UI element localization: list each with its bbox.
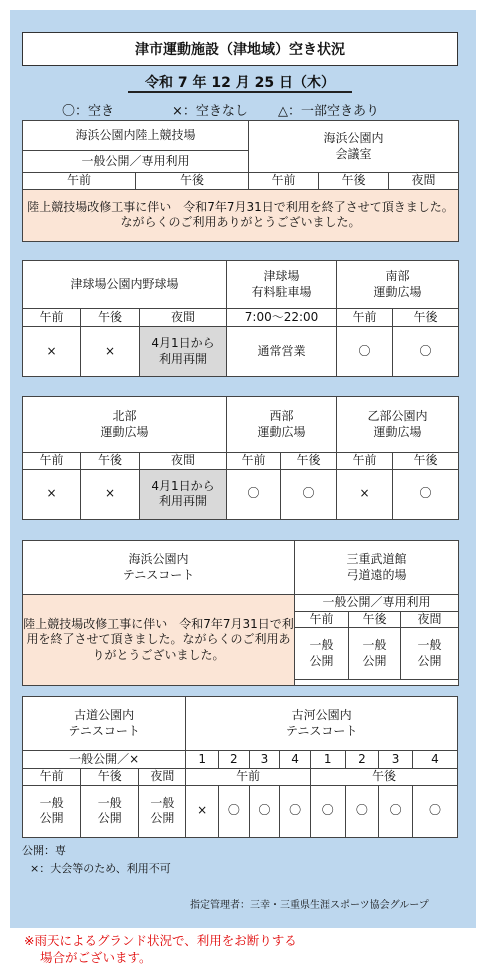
court-number: 3 xyxy=(249,751,280,769)
period-header: 午後 xyxy=(281,453,337,470)
facility-tsu-parking: 津球場 有料駐車場 xyxy=(227,261,337,309)
status-cell: 〇 xyxy=(281,469,337,519)
period-header: 午後 xyxy=(81,453,140,470)
status-cell: 一般 公開 xyxy=(401,628,459,680)
status-cell: 〇 xyxy=(227,469,281,519)
period-header: 7:00～22:00 xyxy=(227,309,337,327)
court-number: 1 xyxy=(186,751,219,769)
period-header: 夜間 xyxy=(140,309,227,327)
period-header: 午後 xyxy=(136,173,249,190)
status-cell: 〇 xyxy=(249,785,280,837)
status-cell: 〇 xyxy=(412,785,457,837)
court-number: 2 xyxy=(345,751,379,769)
facility-south-ground: 南部 運動広場 xyxy=(337,261,459,309)
status-cell: 通常営業 xyxy=(227,327,337,377)
legend-full: ×：空きなし xyxy=(172,104,248,119)
page-title: 津市運動施設（津地域）空き状況 xyxy=(22,32,458,66)
period-header: 午前 xyxy=(337,453,393,470)
period-header: 夜間 xyxy=(401,611,459,628)
status-legend xyxy=(22,100,458,120)
status-cell: 4月1日から 利用再開 xyxy=(140,327,227,377)
period-header: 午後 xyxy=(393,453,459,470)
facility-usage-type: 一般公開／専用利用 xyxy=(295,595,459,612)
rain-notice xyxy=(24,933,297,967)
period-header: 午前 xyxy=(23,769,81,786)
court-number: 4 xyxy=(280,751,311,769)
date-underline xyxy=(128,91,352,93)
period-header: 午前 xyxy=(186,769,311,786)
period-header: 午前 xyxy=(23,309,81,327)
status-cell: 一般 公開 xyxy=(349,628,401,680)
period-header: 午後 xyxy=(349,611,401,628)
report-date: 令和 7 年 12 月 25 日（木） xyxy=(145,75,335,91)
status-cell: 〇 xyxy=(393,327,459,377)
status-cell: 〇 xyxy=(345,785,379,837)
period-header: 午前 xyxy=(23,453,81,470)
footnote-public: 公開：専 xyxy=(22,844,66,857)
facility-north-ground: 北部 運動広場 xyxy=(23,397,227,453)
period-header: 午後 xyxy=(310,769,457,786)
status-cell: 一般 公開 xyxy=(81,785,139,837)
facility-otobe-ground: 乙部公園内 運動広場 xyxy=(337,397,459,453)
facility-beach-meeting-room: 海浜公園内 会議室 xyxy=(249,121,459,173)
court-number: 3 xyxy=(379,751,413,769)
footnote-unavailable: ×：大会等のため、利用不可 xyxy=(30,862,171,875)
section1-table xyxy=(22,120,459,242)
period-header: 午後 xyxy=(81,769,139,786)
spacer-cell xyxy=(295,680,459,686)
section2-table xyxy=(22,260,459,377)
period-header: 午後 xyxy=(81,309,140,327)
period-header: 夜間 xyxy=(139,769,186,786)
section5-table xyxy=(22,696,458,838)
facility-beach-stadium: 海浜公園内陸上競技場 xyxy=(23,121,249,151)
status-cell: 一般 公開 xyxy=(23,785,81,837)
rain-notice-line2: 場合がございます。 xyxy=(40,949,152,965)
court-number: 1 xyxy=(310,751,345,769)
designated-manager: 指定管理者：三幸・三重県生涯スポーツ協会グループ xyxy=(190,900,429,911)
facility-west-ground: 西部 運動広場 xyxy=(227,397,337,453)
facility-usage-type: 一般公開／専用利用 xyxy=(23,151,249,173)
closure-notice: 陸上競技場改修工事に伴い 令和7年7月31日で利用を終了させて頂きました。ながらくのご利用ありがとうございました。 xyxy=(23,189,459,241)
court-number: 4 xyxy=(412,751,457,769)
closure-notice: 陸上競技場改修工事に伴い 令和7年7月31日で利用を終了させて頂きました。ながらくのご利用ありがとうございました。 xyxy=(23,595,295,686)
status-cell: 〇 xyxy=(379,785,413,837)
facility-tsu-baseball: 津球場公園内野球場 xyxy=(23,261,227,309)
status-cell: 〇 xyxy=(337,327,393,377)
facility-furukawa-tennis: 古河公園内 テニスコート xyxy=(186,697,458,751)
period-header: 午前 xyxy=(249,173,319,190)
status-cell: 4月1日から 利用再開 xyxy=(140,469,227,519)
facility-furumichi-tennis: 古道公園内 テニスコート xyxy=(23,697,186,751)
facility-beach-tennis: 海浜公園内 テニスコート xyxy=(23,541,295,595)
status-cell: × xyxy=(81,469,140,519)
period-header: 午後 xyxy=(319,173,389,190)
status-cell: 〇 xyxy=(310,785,345,837)
status-cell: × xyxy=(23,327,81,377)
legend-vacant: 〇：空き xyxy=(62,104,115,119)
period-header: 午前 xyxy=(23,173,136,190)
status-cell: 一般 公開 xyxy=(139,785,186,837)
period-header: 午前 xyxy=(227,453,281,470)
legend-partial: △：一部空きあり xyxy=(278,104,379,119)
section4-table xyxy=(22,540,459,686)
status-cell: × xyxy=(337,469,393,519)
period-header: 夜間 xyxy=(140,453,227,470)
status-cell: × xyxy=(23,469,81,519)
status-cell: 〇 xyxy=(280,785,311,837)
period-header: 午後 xyxy=(393,309,459,327)
period-header: 夜間 xyxy=(389,173,459,190)
facility-usage-type: 一般公開／× xyxy=(23,751,186,769)
status-cell: × xyxy=(81,327,140,377)
period-header: 午前 xyxy=(337,309,393,327)
court-number: 2 xyxy=(219,751,250,769)
status-cell: × xyxy=(186,785,219,837)
facility-budokan-archery: 三重武道館 弓道遠的場 xyxy=(295,541,459,595)
status-cell: 〇 xyxy=(393,469,459,519)
rain-notice-line1: ※雨天によるグランド状況で、利用をお断りする xyxy=(24,933,297,948)
status-cell: 一般 公開 xyxy=(295,628,349,680)
section3-table xyxy=(22,396,459,520)
period-header: 午前 xyxy=(295,611,349,628)
status-cell: 〇 xyxy=(219,785,250,837)
